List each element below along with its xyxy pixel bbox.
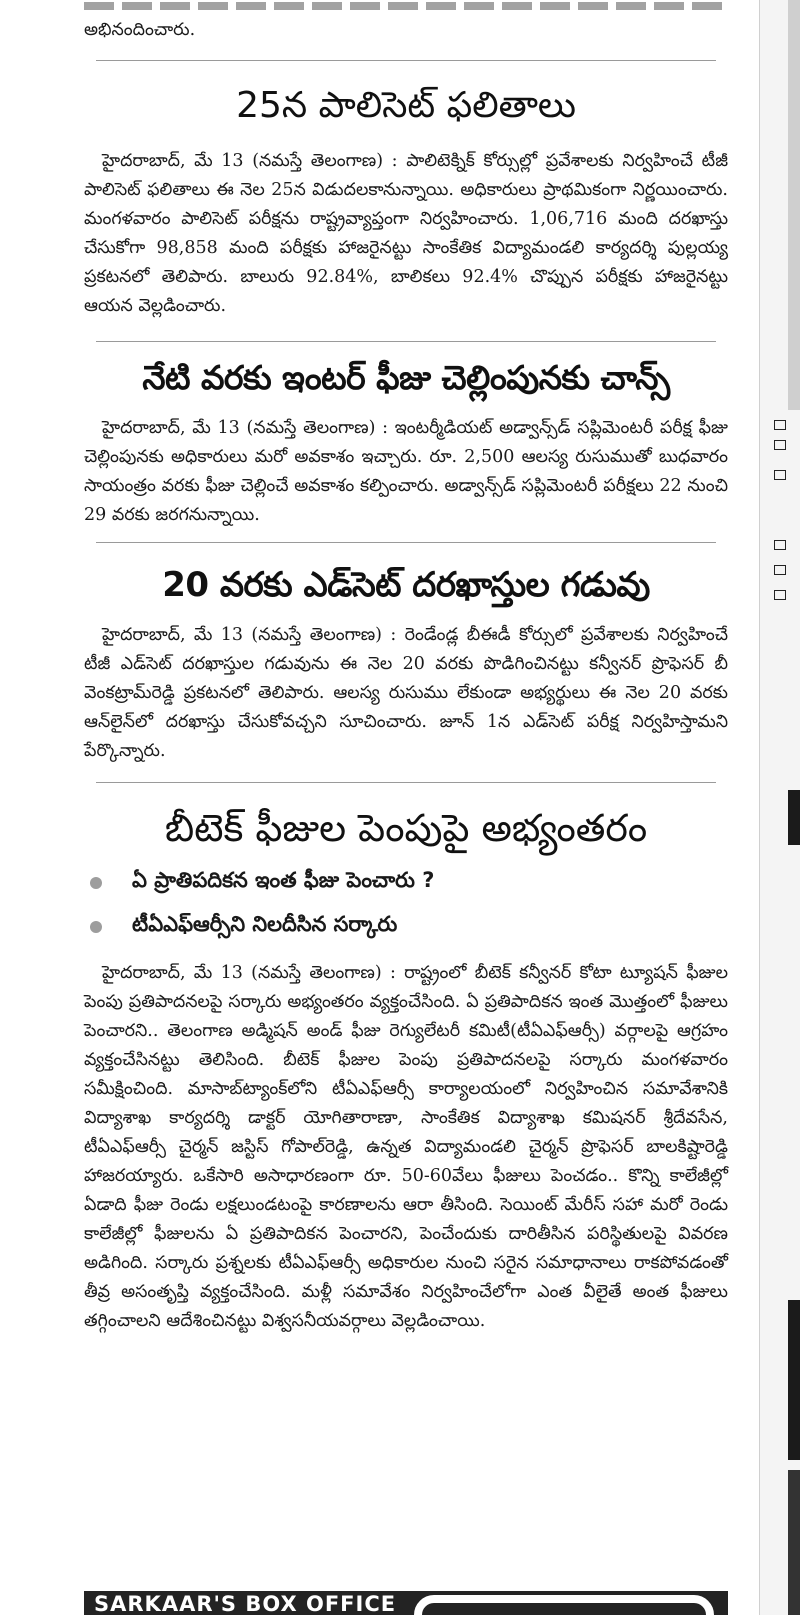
edge-mark (774, 565, 786, 575)
article-btech-fee (84, 783, 728, 1336)
article-body-inter-fee: హైదరాబాద్, మే 13 (నమస్తే తెలంగాణ) : ఇంటర్మీడియట్ అడ్వాన్స్‌డ్ సప్లిమెంటరీ పరీక్ష ఫీజు చెల్లింపునకు అధికారులు మరో అవకాశం ఇచ్చారు. రూ. 2,500 ఆలస్య రుసుముతో బుధవారం సాయంత్రం వరకు ఫీజు చెల్లించే అవకాశం కల్పించారు. అడ్వాన్స్‌డ్ సప్లిమెంటరీ పరీక్షలు 22 నుంచి 29 వరకు జరగనున్నాయి. (84, 418, 728, 525)
article-body-btech-fee: హైదరాబాద్, మే 13 (నమస్తే తెలంగాణ) : రాష్ట్రంలో బీటెక్ కన్వీనర్ కోటా ట్యూషన్ ఫీజుల పెంపు ప్రతిపాదనలపై సర్కారు అభ్యంతరం వ్యక్తంచేసింది. ఏ ప్రతిపాదికన ఇంత మొత్తంలో ఫీజులు పెంచారని.. తెలంగాణ అడ్మిషన్ అండ్ ఫీజు రెగ్యులేటరీ కమిటీ(టీఏఎఫ్ఆర్సీ) వర్గాలపై ఆగ్రహం వ్యక్తంచేసినట్టు తెలిసింది. బీటెక్ ఫీజుల పెంపు ప్రతిపాదనలపై సర్కారు మంగళవారం సమీక్షించింది. మాసాబ్‌ట్యాంక్‌లోని టీఏఎఫ్ఆర్సీ కార్యాలయంలో నిర్వహించిన సమావేశానికి విద్యాశాఖ కార్యదర్శి డాక్టర్ యోగితారాణా, సాంకేతిక విద్యాశాఖ కమిషనర్ శ్రీదేవసేన, టీఏఎఫ్ఆర్సీ చైర్మన్ జస్టిస్ గోపాల్‌రెడ్డి, ఉన్నత విద్యామండలి చైర్మన్ ప్రొఫెసర్ బాలకిష్టారెడ్డి హాజరయ్యారు. ఒకేసారి అసాధారణంగా రూ. 50-60వేలు ఫీజులు పెంచడం.. కొన్ని కాలేజీల్లో ఏడాది ఫీజు రెండు లక్షలుండటంపై కారణాలను ఆరా తీసింది. సెయింట్ మేరీస్ సహా మరో రెండు కాలేజీల్లో ఫీజులను ఏ ప్రతిపాదికన పెంచారని, పెంచేందుకు దారితీసిన పరిస్థితులపై వివరణ అడిగింది. సర్కారు ప్రశ్నలకు టీఏఎఫ్ఆర్సీ అధికారుల నుంచి సరైన సమాధానాలు రాకపోవడంతో తీవ్ర అసంతృప్తి వ్యక్తంచేసింది. మళ్లీ సమావేశం నిర్వహించేలోగా ఎంత వీలైతే అంత ఫీజులు తగ్గించాలని ఆదేశించినట్టు విశ్వసనీయవర్గాలు వెల్లడించాయి. (84, 963, 728, 1331)
bullet-text: టీఏఎఫ్ఆర్సీని నిలదీసిన సర్కారు (132, 912, 398, 936)
article-edcet (84, 543, 728, 766)
headline-inter-fee: నేటి వరకు ఇంటర్ ఫీజు చెల్లింపునకు చాన్స్ (142, 358, 670, 397)
edge-mark (774, 540, 786, 550)
intro-tail (84, 0, 728, 52)
headline-btech-fee: బీటెక్ ఫీజుల పెంపుపై అభ్యంతరం (164, 806, 648, 850)
article-inter-fee (84, 342, 728, 530)
edge-mark (774, 590, 786, 600)
adjacent-page-edge (759, 0, 800, 1615)
article-body-polycet: హైదరాబాద్, మే 13 (నమస్తే తెలంగాణ) : పాలిటెక్నిక్ కోర్సుల్లో ప్రవేశాలకు నిర్వహించే టీజీ పాలిసెట్ ఫలితాలు ఈ నెల 25న విడుదలకానున్నాయి. అధికారులు ప్రాథమికంగా నిర్ణయించారు. మంగళవారం పాలిసెట్ పరీక్షను రాష్ట్రవ్యాప్తంగా నిర్వహించారు. 1,06,716 మంది దరఖాస్తు చేసుకోగా 98,858 మంది పరీక్షకు హాజరైనట్టు సాంకేతిక విద్యామండలి కార్యదర్శి పుల్లయ్య ప్రకటనలో తెలిపారు. బాలురు 92.84%, బాలికలు 92.4% చొప్పున పరీక్షకు హాజరైనట్టు ఆయన వెల్లడించారు. (84, 151, 728, 316)
edge-dark-block (788, 1470, 800, 1615)
edge-mark (774, 440, 786, 450)
edge-mark (774, 420, 786, 430)
bullet-text: ఏ ప్రాతిపదికన ఇంత ఫీజు పెంచారు ? (132, 868, 435, 892)
bullet-item (84, 861, 728, 905)
banner-text: SARKAAR'S BOX OFFICE (94, 1592, 397, 1615)
headline-edcet: 20 వరకు ఎడ్‌సెట్ దరఖాస్తుల గడువు (162, 565, 650, 605)
intro-tail-text: అభినందించారు. (84, 20, 196, 40)
edge-mark (774, 470, 786, 480)
edge-dark-block (788, 790, 800, 845)
bullet-icon (90, 877, 102, 889)
box-office-banner (84, 1591, 728, 1615)
article-body-edcet: హైదరాబాద్, మే 13 (నమస్తే తెలంగాణ) : రెండేండ్ల బీఈడీ కోర్సులో ప్రవేశాలకు నిర్వహించే టీజీ ఎడ్‌సెట్ దరఖాస్తుల గడువును ఈ నెల 20 వరకు పొడిగించినట్టు కన్వీనర్ ప్రొఫెసర్ బీ వెంకట్రామ్‌రెడ్డి ప్రకటనలో తెలిపారు. ఆలస్య రుసుము లేకుండా అభ్యర్థులు ఈ నెల 20 వరకు ఆన్‌లైన్‌లో దరఖాస్తు చేసుకోవచ్చని సూచించారు. జూన్ 1న ఎడ్‌సెట్ పరీక్ష నిర్వహిస్తామని పేర్కొన్నారు. (84, 625, 728, 761)
edge-dark-block (788, 1300, 800, 1460)
banner-title-art (414, 1595, 714, 1615)
bullet-icon (90, 921, 102, 933)
headline-polycet: 25న పాలిసెట్ ఫలితాలు (236, 85, 576, 126)
cut-text-line (84, 2, 728, 10)
bullet-item (84, 905, 728, 949)
edge-photo (788, 0, 800, 410)
article-polycet (84, 61, 728, 321)
news-column (84, 0, 728, 1336)
